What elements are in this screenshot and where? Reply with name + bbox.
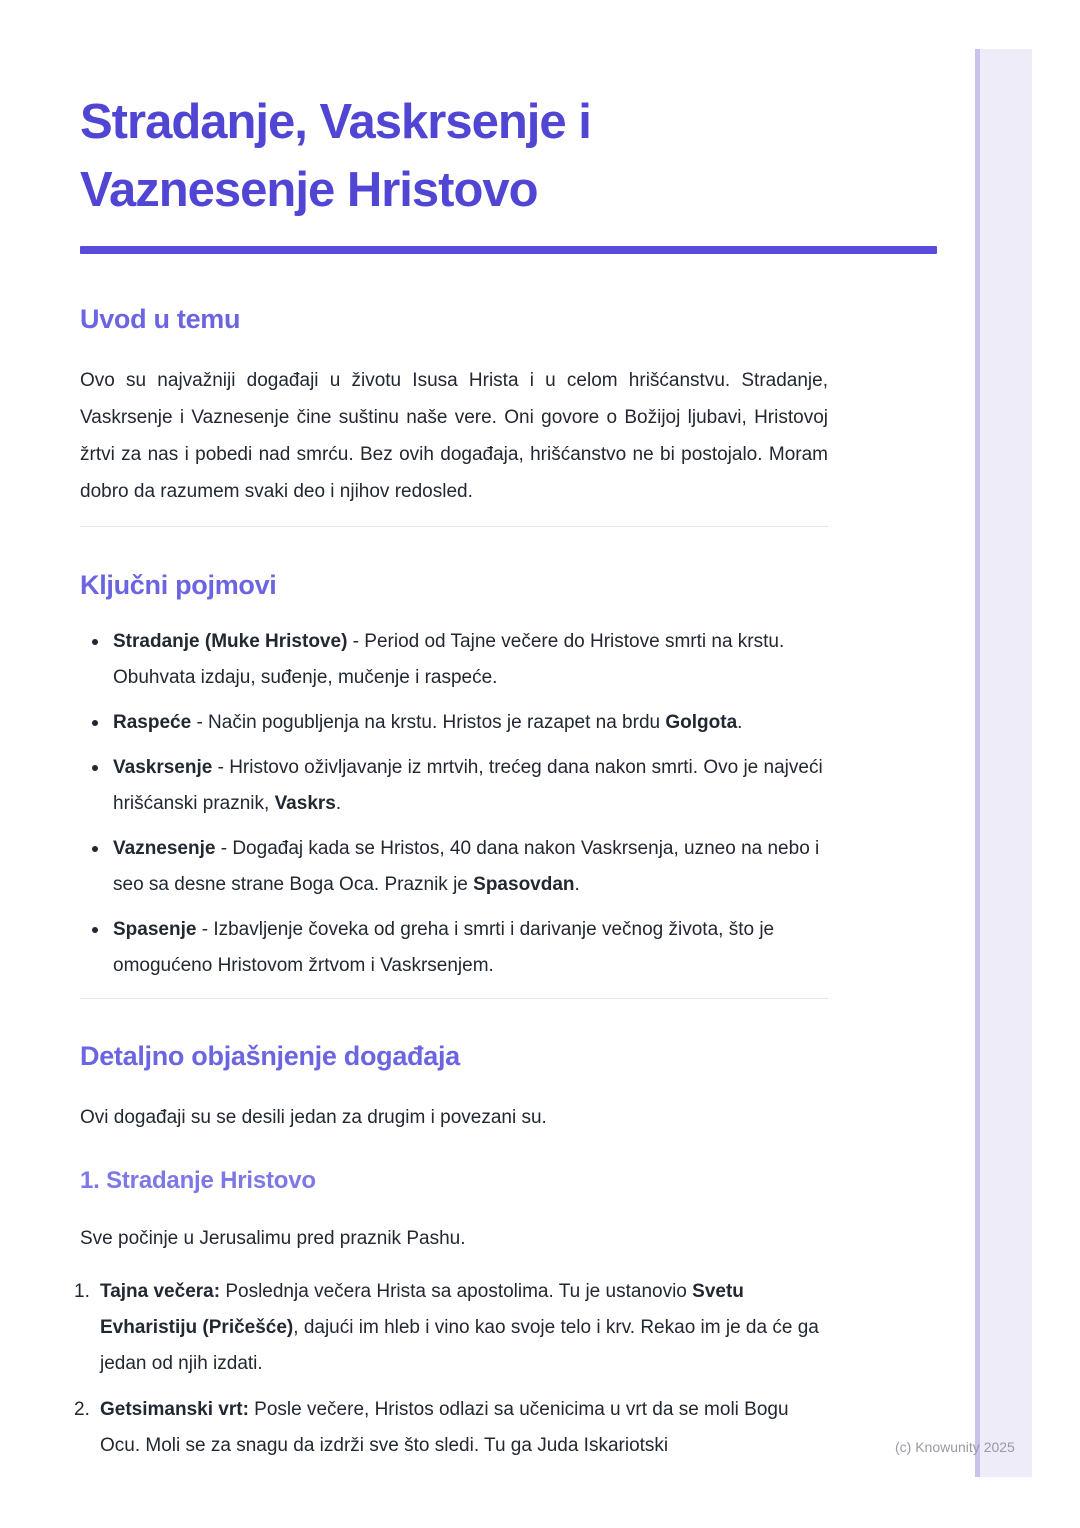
watermark: (c) Knowunity 2025 — [895, 1439, 1015, 1455]
events-numbered-list — [80, 1274, 828, 1464]
key-terms-list — [80, 624, 828, 984]
document-content — [80, 88, 937, 1474]
intro-paragraph: Ovo su najvažniji događaji u životu Isusa Hrista i u celom hrišćanstvu. Stradanje, Vaskrsenje i Vaznesenje čine suštinu naše vere. Oni govore o Božijoj ljubavi, Hristovoj žrtvi za nas i pobedi nad smrću. Bez ovih događaja, hrišćanstvo ne bi postojalo. Moram dobro da razumem svaki deo i njihov redosled. — [80, 370, 828, 502]
section-divider — [80, 526, 828, 527]
key-term-item: Raspeće - Način pogubljenja na krstu. Hristos je razapet na brdu Golgota. — [80, 705, 828, 741]
next-page-edge — [975, 49, 1032, 1477]
page-title-line: Vaznesenje Hristovo — [80, 163, 538, 217]
page-title-line: Stradanje, Vaskrsenje i — [80, 95, 591, 149]
page-title — [80, 88, 937, 224]
key-term-item: Vaznesenje - Događaj kada se Hristos, 40 dana nakon Vaskrsenja, uzneo na nebo i seo sa desne strane Boga Oca. Praznik je Spasovdan. — [80, 831, 828, 903]
key-term-item: Stradanje (Muke Hristove) - Period od Tajne večere do Hristove smrti na krstu. Obuhvata izdaju, suđenje, mučenje i raspeće. — [80, 624, 828, 696]
section-heading-uvod-u-temu: Uvod u temu — [80, 304, 241, 334]
key-term-item: Spasenje - Izbavljenje čoveka od greha i smrti i darivanje večnog života, što je omogućeno Hristovom žrtvom i Vaskrsenjem. — [80, 912, 828, 984]
event-item: Getsimanski vrt: Posle večere, Hristos odlazi sa učenicima u vrt da se moli Bogu Ocu. Moli se za snagu da izdrži sve što sledi. Tu ga Juda Iskariotski — [100, 1399, 789, 1456]
section-divider — [80, 998, 828, 999]
subsection-lead-paragraph: Sve počinje u Jerusalimu pred praznik Pashu. — [80, 1228, 466, 1249]
title-underline-rule — [80, 246, 937, 254]
section-heading-kljucni-pojmovi: Ključni pojmovi — [80, 570, 277, 600]
event-item: Tajna večera: Poslednja večera Hrista sa apostolima. Tu je ustanovio Svetu Evharistiju (Pričešće), dajući im hleb i vino kao svoje telo i krv. Rekao im je da će ga jedan od njih izdati. — [100, 1281, 819, 1374]
key-term-item: Vaskrsenje - Hristovo oživljavanje iz mrtvih, trećeg dana nakon smrti. Ovo je najveći hrišćanski praznik, Vaskrs. — [80, 750, 828, 822]
section-heading-detaljno-objasnjenje: Detaljno objašnjenje događaja — [80, 1041, 460, 1071]
details-lead-paragraph: Ovi događaji su se desili jedan za drugim i povezani su. — [80, 1107, 547, 1128]
subsection-heading-stradanje-hristovo: 1. Stradanje Hristovo — [80, 1167, 316, 1194]
